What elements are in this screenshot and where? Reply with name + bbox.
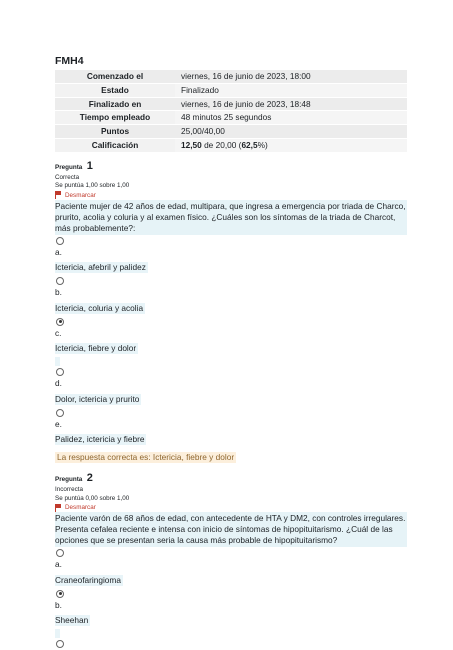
grade-percent: 62,5 bbox=[241, 139, 258, 150]
radio-button[interactable] bbox=[56, 549, 64, 557]
option-text: Craneofaringioma bbox=[55, 574, 121, 585]
summary-label: Puntos bbox=[55, 125, 175, 139]
radio-button[interactable] bbox=[56, 237, 64, 245]
option-text: Ictericia, coluria y acolia bbox=[55, 302, 144, 313]
answer-option-d bbox=[55, 368, 407, 407]
quiz-review-page bbox=[55, 55, 407, 650]
summary-label: Comenzado el bbox=[55, 70, 175, 83]
option-text: Sheehan bbox=[55, 615, 89, 626]
unflag-label: Desmarcar bbox=[65, 504, 96, 512]
answer-option-a bbox=[55, 237, 407, 276]
grade-middle: de 20,00 ( bbox=[201, 139, 242, 150]
summary-label: Estado bbox=[55, 83, 175, 97]
grade-score: 12,50 bbox=[181, 139, 202, 150]
grade-value bbox=[175, 138, 407, 152]
question-label: Pregunta bbox=[55, 476, 83, 484]
option-text: Palidez, ictericia y fiebre bbox=[55, 434, 145, 445]
summary-label: Tiempo empleado bbox=[55, 111, 175, 125]
summary-row bbox=[55, 83, 407, 97]
unflag-link[interactable] bbox=[55, 191, 407, 200]
answer-option-e bbox=[55, 409, 407, 448]
question-header bbox=[55, 468, 407, 486]
summary-row bbox=[55, 70, 407, 83]
radio-button-selected[interactable] bbox=[56, 590, 64, 598]
flag-icon bbox=[55, 191, 62, 199]
summary-value: Finalizado bbox=[175, 83, 407, 97]
option-letter: a. bbox=[55, 246, 62, 257]
radio-button[interactable] bbox=[56, 368, 64, 376]
summary-value: viernes, 16 de junio de 2023, 18:48 bbox=[175, 97, 407, 111]
correct-answer-feedback: La respuesta correcta es: Ictericia, fiebre y dolor bbox=[57, 452, 235, 463]
answer-option-b bbox=[55, 590, 407, 639]
question-label: Pregunta bbox=[55, 163, 83, 171]
question-number: 1 bbox=[86, 159, 93, 172]
option-letter: e. bbox=[55, 418, 62, 429]
question-text: Paciente varón de 68 años de edad, con antecedente de HTA y DM2, con controles irregulares. Presenta cefalea reciente e intensa con inicio de síntomas de hipopituitarismo. ¿Cuál de las opciones que se presentan seria la causa más probable de hipopituitarismo? bbox=[55, 513, 406, 546]
answer-option-c bbox=[55, 318, 407, 367]
question-points: Se puntúa 0,00 sobre 1,00 bbox=[55, 494, 130, 502]
option-letter: c. bbox=[55, 327, 62, 338]
summary-row bbox=[55, 125, 407, 139]
answer-option-b bbox=[55, 277, 407, 316]
radio-button[interactable] bbox=[56, 640, 64, 648]
answer-marker bbox=[55, 629, 60, 638]
attempt-summary-table bbox=[55, 70, 407, 153]
question-points: Se puntúa 1,00 sobre 1,00 bbox=[55, 182, 130, 190]
flag-icon bbox=[55, 504, 62, 512]
question-2 bbox=[55, 468, 407, 648]
quiz-title: FMH4 bbox=[55, 55, 84, 67]
summary-value: viernes, 16 de junio de 2023, 18:00 bbox=[175, 70, 407, 83]
question-text: Paciente mujer de 42 años de edad, multipara, que ingresa a emergencia por triada de Charco, prurito, acolia y coluria y al examen físico. ¿Cuáles son los síntomas de la triada de Charcot, más probablemente?: bbox=[55, 200, 406, 233]
option-letter: b. bbox=[55, 599, 62, 610]
question-1 bbox=[55, 156, 407, 466]
option-text: Ictericia, fiebre y dolor bbox=[55, 343, 137, 354]
radio-button[interactable] bbox=[56, 409, 64, 417]
radio-button[interactable] bbox=[56, 277, 64, 285]
summary-row bbox=[55, 111, 407, 125]
question-status: Correcta bbox=[55, 173, 80, 181]
answer-marker bbox=[55, 357, 60, 366]
summary-row bbox=[55, 97, 407, 111]
summary-label: Finalizado en bbox=[55, 97, 175, 111]
summary-row-grade bbox=[55, 138, 407, 152]
question-header bbox=[55, 156, 407, 174]
option-letter: b. bbox=[55, 287, 62, 298]
option-letter: d. bbox=[55, 378, 62, 389]
unflag-label: Desmarcar bbox=[65, 191, 96, 199]
summary-value: 48 minutos 25 segundos bbox=[175, 111, 407, 125]
option-letter: a. bbox=[55, 559, 62, 570]
grade-label: Calificación bbox=[55, 138, 175, 152]
grade-end: %) bbox=[257, 139, 268, 150]
radio-button-selected[interactable] bbox=[56, 318, 64, 326]
question-status: Incorrecta bbox=[55, 486, 83, 494]
question-number: 2 bbox=[86, 472, 93, 485]
option-text: Dolor, ictericia y prurito bbox=[55, 393, 140, 404]
answer-option-c bbox=[55, 640, 407, 648]
summary-value: 25,00/40,00 bbox=[175, 125, 407, 139]
unflag-link[interactable] bbox=[55, 503, 407, 512]
option-text: Ictericia, afebril y palidez bbox=[55, 262, 146, 273]
answer-option-a bbox=[55, 549, 407, 588]
